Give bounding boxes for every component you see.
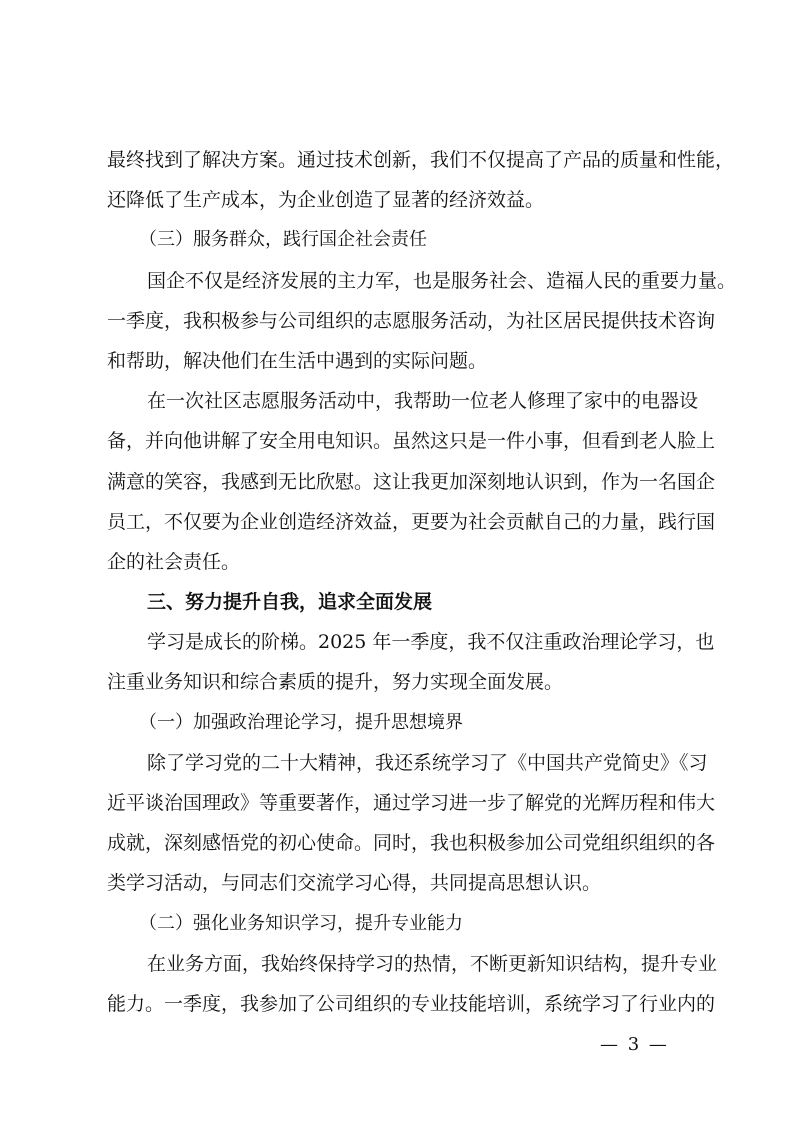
document-body	[107, 140, 737, 1024]
text-line: 除了学习党的二十大精神，我还系统学习了《中国共产党简史》《习	[147, 751, 708, 774]
text-line: 在一次社区志愿服务活动中，我帮助一位老人修理了家中的电器设	[147, 390, 699, 413]
section-heading: 三、努力提升自我，追求全面发展	[147, 591, 433, 614]
text-line: 成就，深刻感悟党的初心使命。同时，我也积极参加公司党组织组织的各	[107, 832, 716, 855]
text-line: 国企不仅是经济发展的主力军，也是服务社会、造福人民的重要力量。	[147, 269, 737, 292]
section-heading: （一）加强政治理论学习，提升思想境界	[139, 711, 463, 733]
text-line: 企的社会责任。	[107, 550, 241, 573]
section-heading: （三）服务群众，践行国企社会责任	[139, 229, 427, 251]
text-line: 一季度，我积极参与公司组织的志愿服务活动，为社区居民提供技术咨询	[107, 309, 716, 332]
text-line: 备，并向他讲解了安全用电知识。虽然这只是一件小事，但看到老人脸上	[107, 430, 716, 453]
text-line: 还降低了生产成本，为企业创造了显著的经济效益。	[107, 189, 545, 212]
text-line: 员工，不仅要为企业创造经济效益，更要为社会贡献自己的力量，践行国	[107, 510, 716, 533]
text-line: 能力。一季度，我参加了公司组织的专业技能培训，系统学习了行业内的	[107, 992, 716, 1015]
text-line: 和帮助，解决他们在生活中遇到的实际问题。	[107, 349, 488, 372]
text-line: 在业务方面，我始终保持学习的热情，不断更新知识结构，提升专业	[147, 952, 718, 975]
section-heading: （二）强化业务知识学习，提升专业能力	[139, 912, 463, 934]
text-line: 满意的笑容，我感到无比欣慰。这让我更加深刻地认识到，作为一名国企	[107, 470, 716, 493]
text-line: 近平谈治国理政》等重要著作，通过学习进一步了解党的光辉历程和伟大	[107, 792, 716, 814]
text-line: 学习是成长的阶梯。2025 年一季度，我不仅注重政治理论学习，也	[147, 631, 715, 654]
text-line: 类学习活动，与同志们交流学习心得，共同提高思想认识。	[107, 872, 602, 895]
text-line: 最终找到了解决方案。通过技术创新，我们不仅提高了产品的质量和性能，	[107, 149, 735, 171]
page-number: — 3 —	[600, 1034, 669, 1055]
text-line: 注重业务知识和综合素质的提升，努力实现全面发展。	[107, 671, 564, 694]
